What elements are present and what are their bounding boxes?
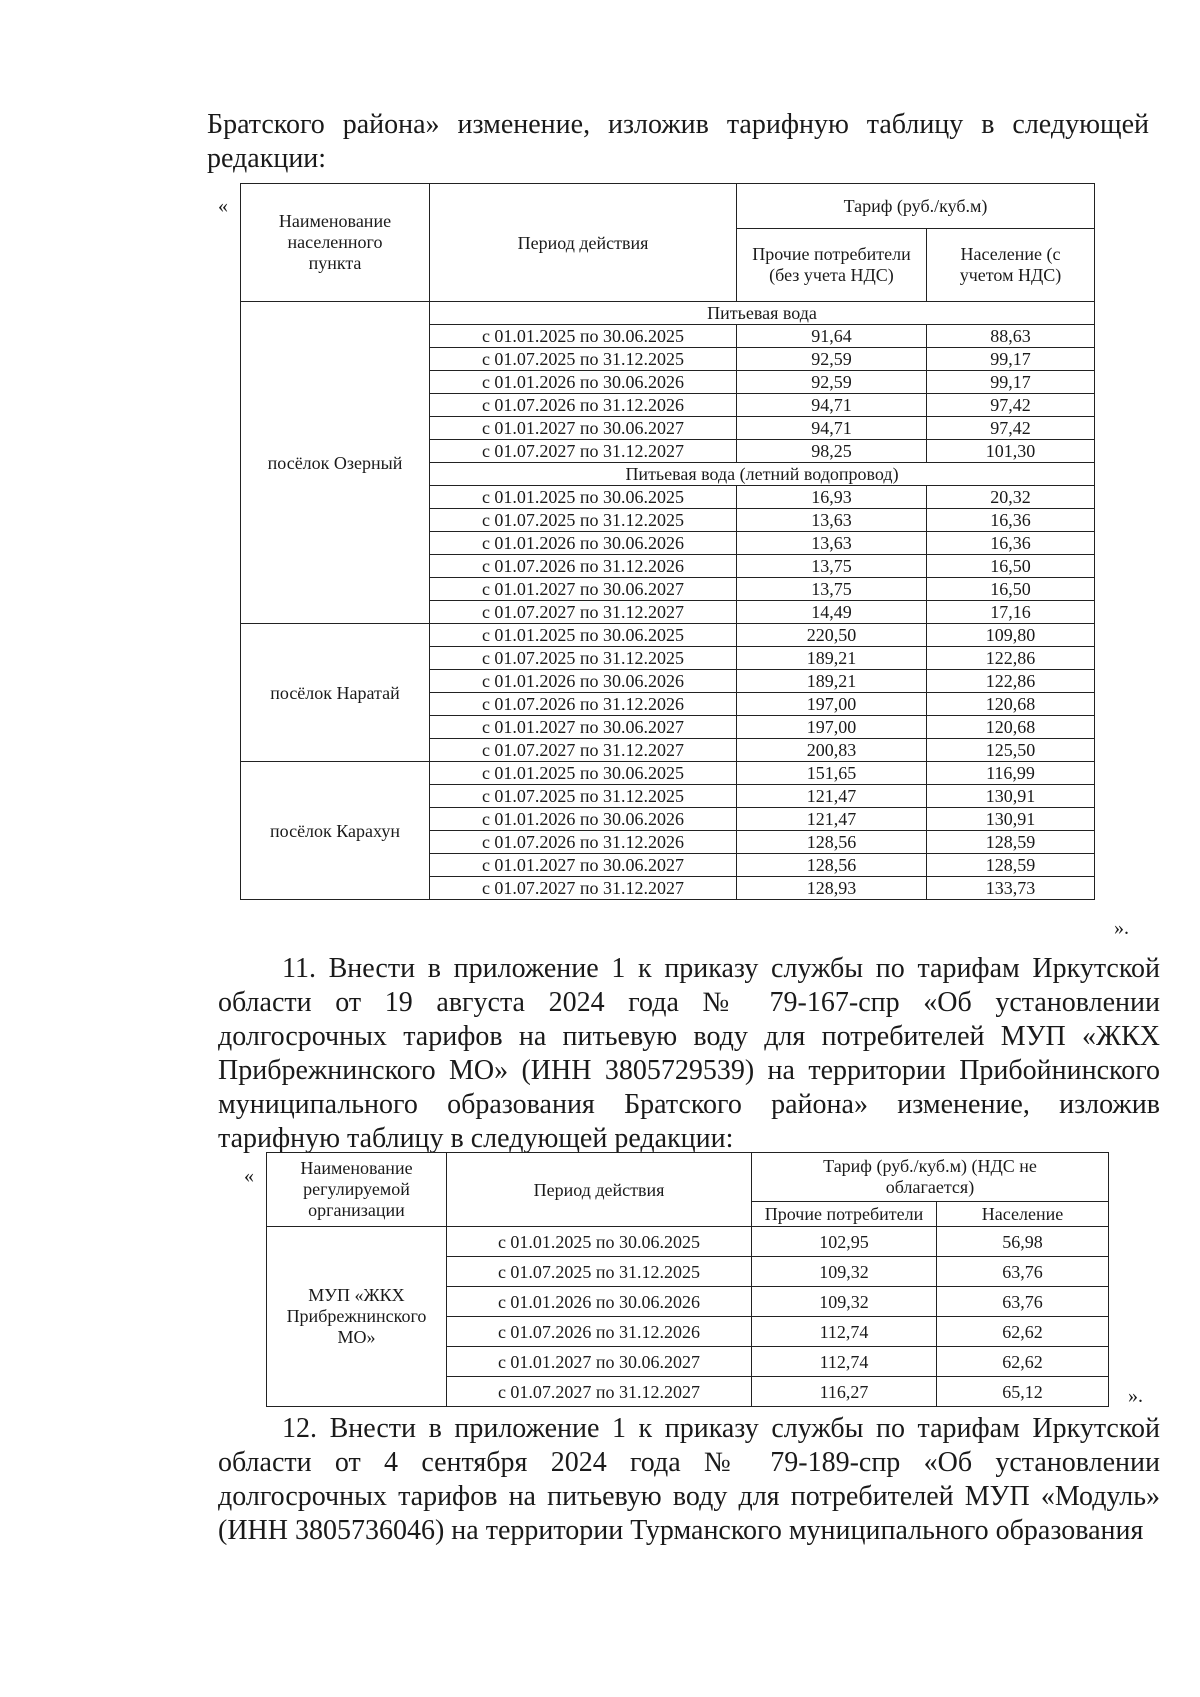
table2-header-row [267, 1153, 1109, 1202]
table1-header-tariff: Тариф (руб./куб.м) [737, 184, 1095, 229]
period-cell: с 01.01.2026 по 30.06.2026 [430, 371, 737, 394]
period-cell: с 01.07.2027 по 31.12.2027 [430, 601, 737, 624]
population-value: 128,59 [927, 831, 1095, 854]
population-value: 62,62 [937, 1317, 1109, 1347]
period-cell: с 01.07.2027 по 31.12.2027 [447, 1377, 752, 1407]
other-consumers-value: 92,59 [737, 348, 927, 371]
period-cell: с 01.07.2027 по 31.12.2027 [430, 739, 737, 762]
other-consumers-value: 94,71 [737, 417, 927, 440]
table1-settlement-name: посёлок Карахун [241, 762, 430, 900]
other-consumers-value: 200,83 [737, 739, 927, 762]
population-value: 63,76 [937, 1257, 1109, 1287]
population-value: 16,36 [927, 532, 1095, 555]
period-cell: с 01.07.2025 по 31.12.2025 [430, 509, 737, 532]
period-cell: с 01.01.2027 по 30.06.2027 [430, 578, 737, 601]
population-value: 63,76 [937, 1287, 1109, 1317]
population-value: 109,80 [927, 624, 1095, 647]
population-value: 120,68 [927, 693, 1095, 716]
population-value: 97,42 [927, 417, 1095, 440]
population-value: 20,32 [927, 486, 1095, 509]
table-row [267, 1227, 1109, 1257]
period-cell: с 01.01.2027 по 30.06.2027 [430, 417, 737, 440]
population-value: 16,50 [927, 578, 1095, 601]
population-value: 56,98 [937, 1227, 1109, 1257]
period-cell: с 01.07.2027 по 31.12.2027 [430, 440, 737, 463]
population-value: 101,30 [927, 440, 1095, 463]
period-cell: с 01.07.2025 по 31.12.2025 [430, 647, 737, 670]
population-value: 122,86 [927, 670, 1095, 693]
table2-header-population: Население [937, 1202, 1109, 1227]
other-consumers-value: 121,47 [737, 808, 927, 831]
period-cell: с 01.07.2025 по 31.12.2025 [430, 348, 737, 371]
population-value: 133,73 [927, 877, 1095, 900]
period-cell: с 01.01.2026 по 30.06.2026 [430, 532, 737, 555]
other-consumers-value: 220,50 [737, 624, 927, 647]
population-value: 97,42 [927, 394, 1095, 417]
table1-settlement-name: посёлок Наратай [241, 624, 430, 762]
period-cell: с 01.01.2026 по 30.06.2026 [430, 670, 737, 693]
other-consumers-value: 13,75 [737, 555, 927, 578]
other-consumers-value: 109,32 [752, 1257, 937, 1287]
period-cell: с 01.07.2026 по 31.12.2026 [430, 555, 737, 578]
table1-section-row [241, 302, 1095, 325]
population-value: 62,62 [937, 1347, 1109, 1377]
other-consumers-value: 109,32 [752, 1287, 937, 1317]
period-cell: с 01.07.2025 по 31.12.2025 [447, 1257, 752, 1287]
population-value: 16,36 [927, 509, 1095, 532]
table2-header-period: Период действия [447, 1153, 752, 1227]
table2-header-other: Прочие потребители [752, 1202, 937, 1227]
period-cell: с 01.01.2025 по 30.06.2025 [430, 624, 737, 647]
intro-text: Братского района» изменение, изложив тарифную таблицу в следующей редакции: [207, 109, 1149, 174]
table2-open-quote: « [244, 1165, 254, 1187]
other-consumers-value: 91,64 [737, 325, 927, 348]
population-value: 130,91 [927, 808, 1095, 831]
population-value: 16,50 [927, 555, 1095, 578]
other-consumers-value: 112,74 [752, 1347, 937, 1377]
tariff-table-2-body [267, 1153, 1109, 1407]
population-value: 88,63 [927, 325, 1095, 348]
table1-header-row [241, 184, 1095, 229]
population-value: 122,86 [927, 647, 1095, 670]
table1-section-title: Питьевая вода [430, 302, 1095, 325]
other-consumers-value: 121,47 [737, 785, 927, 808]
other-consumers-value: 14,49 [737, 601, 927, 624]
table2-header-tariff: Тариф (руб./куб.м) (НДС не облагается) [752, 1153, 1109, 1202]
other-consumers-value: 189,21 [737, 647, 927, 670]
intro-paragraph [207, 108, 1149, 176]
population-value: 130,91 [927, 785, 1095, 808]
table1-header-name: Наименование населенного пункта [241, 184, 430, 302]
period-cell: с 01.01.2027 по 30.06.2027 [430, 716, 737, 739]
tariff-table-1-body [241, 184, 1095, 900]
period-cell: с 01.01.2026 по 30.06.2026 [430, 808, 737, 831]
period-cell: с 01.07.2027 по 31.12.2027 [430, 877, 737, 900]
table1-header-population: Население (с учетом НДС) [927, 229, 1095, 302]
table2-organization-name: МУП «ЖКХ Прибрежнинского МО» [267, 1227, 447, 1407]
other-consumers-value: 16,93 [737, 486, 927, 509]
other-consumers-value: 98,25 [737, 440, 927, 463]
period-cell: с 01.01.2026 по 30.06.2026 [447, 1287, 752, 1317]
table1-section-title: Питьевая вода (летний водопровод) [430, 463, 1095, 486]
paragraph-12 [218, 1412, 1160, 1548]
period-cell: с 01.07.2026 по 31.12.2026 [430, 693, 737, 716]
period-cell: с 01.01.2025 по 30.06.2025 [430, 325, 737, 348]
paragraph-11-text: 11. Внести в приложение 1 к приказу службы по тарифам Иркутской области от 19 августа 2024 года № 79-167-спр «Об установлении долгосрочных тарифов на питьевую воду для потребителей МУП «ЖКХ Прибрежнинского МО» (ИНН 3805729539) на территории Прибойнинского муниципального образования Братского района» изменение, изложив тарифную таблицу в следующей редакции: [218, 953, 1160, 1154]
period-cell: с 01.07.2026 по 31.12.2026 [447, 1317, 752, 1347]
table1-header-period: Период действия [430, 184, 737, 302]
tariff-table-2 [266, 1152, 1109, 1407]
population-value: 120,68 [927, 716, 1095, 739]
other-consumers-value: 116,27 [752, 1377, 937, 1407]
population-value: 17,16 [927, 601, 1095, 624]
other-consumers-value: 197,00 [737, 693, 927, 716]
population-value: 116,99 [927, 762, 1095, 785]
table2-close-quote: ». [1128, 1385, 1143, 1407]
population-value: 125,50 [927, 739, 1095, 762]
period-cell: с 01.01.2027 по 30.06.2027 [447, 1347, 752, 1377]
other-consumers-value: 13,63 [737, 532, 927, 555]
other-consumers-value: 128,56 [737, 831, 927, 854]
table2-header-name: Наименование регулируемой организации [267, 1153, 447, 1227]
population-value: 128,59 [927, 854, 1095, 877]
other-consumers-value: 189,21 [737, 670, 927, 693]
other-consumers-value: 197,00 [737, 716, 927, 739]
other-consumers-value: 128,93 [737, 877, 927, 900]
paragraph-11 [218, 952, 1160, 1156]
population-value: 99,17 [927, 348, 1095, 371]
other-consumers-value: 151,65 [737, 762, 927, 785]
period-cell: с 01.01.2027 по 30.06.2027 [430, 854, 737, 877]
other-consumers-value: 102,95 [752, 1227, 937, 1257]
other-consumers-value: 94,71 [737, 394, 927, 417]
table1-settlement-name: посёлок Озерный [241, 302, 430, 624]
other-consumers-value: 112,74 [752, 1317, 937, 1347]
other-consumers-value: 13,75 [737, 578, 927, 601]
period-cell: с 01.01.2025 по 30.06.2025 [447, 1227, 752, 1257]
period-cell: с 01.07.2026 по 31.12.2026 [430, 394, 737, 417]
period-cell: с 01.07.2026 по 31.12.2026 [430, 831, 737, 854]
table1-close-quote: ». [1114, 917, 1129, 939]
period-cell: с 01.01.2025 по 30.06.2025 [430, 486, 737, 509]
table-row [241, 762, 1095, 785]
paragraph-12-text: 12. Внести в приложение 1 к приказу службы по тарифам Иркутской области от 4 сентября 2024 года № 79-189-спр «Об установлении долгосрочных тарифов на питьевую воду для потребителей МУП «Модуль» (ИНН 3805736046) на территории Турманского муниципального образования [218, 1413, 1160, 1546]
other-consumers-value: 13,63 [737, 509, 927, 532]
period-cell: с 01.07.2025 по 31.12.2025 [430, 785, 737, 808]
table1-open-quote: « [218, 195, 228, 217]
population-value: 65,12 [937, 1377, 1109, 1407]
table-row [241, 624, 1095, 647]
other-consumers-value: 128,56 [737, 854, 927, 877]
tariff-table-1 [240, 183, 1095, 900]
population-value: 99,17 [927, 371, 1095, 394]
period-cell: с 01.01.2025 по 30.06.2025 [430, 762, 737, 785]
other-consumers-value: 92,59 [737, 371, 927, 394]
table1-header-other: Прочие потребители (без учета НДС) [737, 229, 927, 302]
